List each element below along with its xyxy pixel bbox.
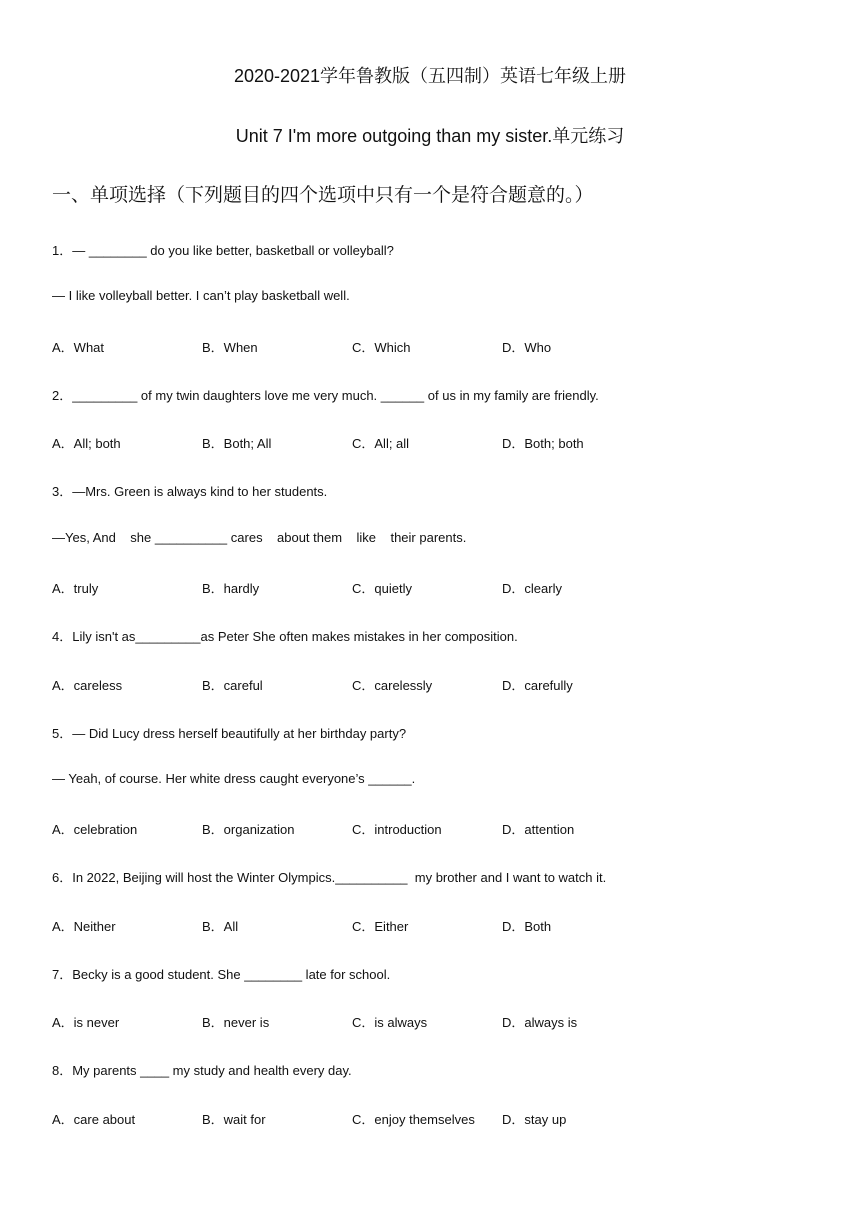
- question-1-line-2: — I like volleyball better. I can’t play basketball well.: [52, 288, 350, 303]
- question-5-option-b: B．organization: [202, 822, 295, 837]
- question-2-option-c: C．All; all: [352, 436, 410, 451]
- question-5-line-2: — Yeah, of course. Her white dress caught everyone’s ______.: [52, 771, 416, 786]
- question-7-option-a: A．is never: [52, 1015, 120, 1030]
- question-6-option-a: A．Neither: [52, 919, 116, 934]
- question-1-option-b: B．When: [202, 340, 258, 355]
- question-5-option-d: D．attention: [502, 822, 575, 837]
- question-3-option-b: B．hardly: [202, 581, 260, 596]
- question-2-option-a: A．All; both: [52, 436, 121, 451]
- question-3-line-2: —Yes, And she __________ cares about them like their parents.: [52, 530, 467, 545]
- question-5-stem: 5．— Did Lucy dress herself beautifully at her birthday party?: [52, 726, 407, 741]
- question-3-stem: 3．—Mrs. Green is always kind to her students.: [52, 484, 328, 499]
- question-1-option-d: D．Who: [502, 340, 552, 355]
- question-7-option-b: B．never is: [202, 1015, 270, 1030]
- question-7-option-d: D．always is: [502, 1015, 578, 1030]
- question-8-option-a: A．care about: [52, 1112, 136, 1127]
- document-title: 2020-2021学年鲁教版（五四制）英语七年级上册: [233, 66, 627, 86]
- question-3-option-a: A．truly: [52, 581, 99, 596]
- question-4-stem: 4．Lily isn't as_________as Peter She often makes mistakes in her composition.: [52, 629, 518, 644]
- question-1-option-a: A．What: [52, 340, 105, 355]
- question-6-option-d: D．Both: [502, 919, 552, 934]
- question-4-option-c: C．carelessly: [352, 678, 433, 693]
- question-4-option-d: D．carefully: [502, 678, 573, 693]
- question-7-option-c: C．is always: [352, 1015, 428, 1030]
- question-6-stem: 6．In 2022, Beijing will host the Winter Olympics.__________ my brother and I want to watch it.: [52, 870, 607, 885]
- question-1-option-c: C．Which: [352, 340, 411, 355]
- question-2-option-d: D．Both; both: [502, 436, 584, 451]
- question-8-option-c: C．enjoy themselves: [352, 1112, 475, 1127]
- question-2-option-b: B．Both; All: [202, 436, 272, 451]
- question-3-option-c: C．quietly: [352, 581, 412, 596]
- question-7-stem: 7．Becky is a good student. She ________ late for school.: [52, 967, 391, 982]
- question-1-stem: 1．— ________ do you like better, basketball or volleyball?: [52, 243, 394, 258]
- question-4-option-a: A．careless: [52, 678, 123, 693]
- question-8-option-b: B．wait for: [202, 1112, 266, 1127]
- question-4-option-b: B．careful: [202, 678, 263, 693]
- question-8-option-d: D．stay up: [502, 1112, 567, 1127]
- question-5-option-a: A．celebration: [52, 822, 138, 837]
- question-2-stem: 2．_________ of my twin daughters love me very much. ______ of us in my family are friendly.: [52, 388, 599, 403]
- question-5-option-c: C．introduction: [352, 822, 442, 837]
- question-6-option-c: C．Either: [352, 919, 409, 934]
- document-subtitle: Unit 7 I'm more outgoing than my sister.单元练习: [235, 126, 625, 146]
- section-heading: 一、单项选择（下列题目的四个选项中只有一个是符合题意的。）: [52, 184, 594, 206]
- question-6-option-b: B．All: [202, 919, 239, 934]
- question-8-stem: 8．My parents ____ my study and health every day.: [52, 1063, 352, 1078]
- question-3-option-d: D．clearly: [502, 581, 562, 596]
